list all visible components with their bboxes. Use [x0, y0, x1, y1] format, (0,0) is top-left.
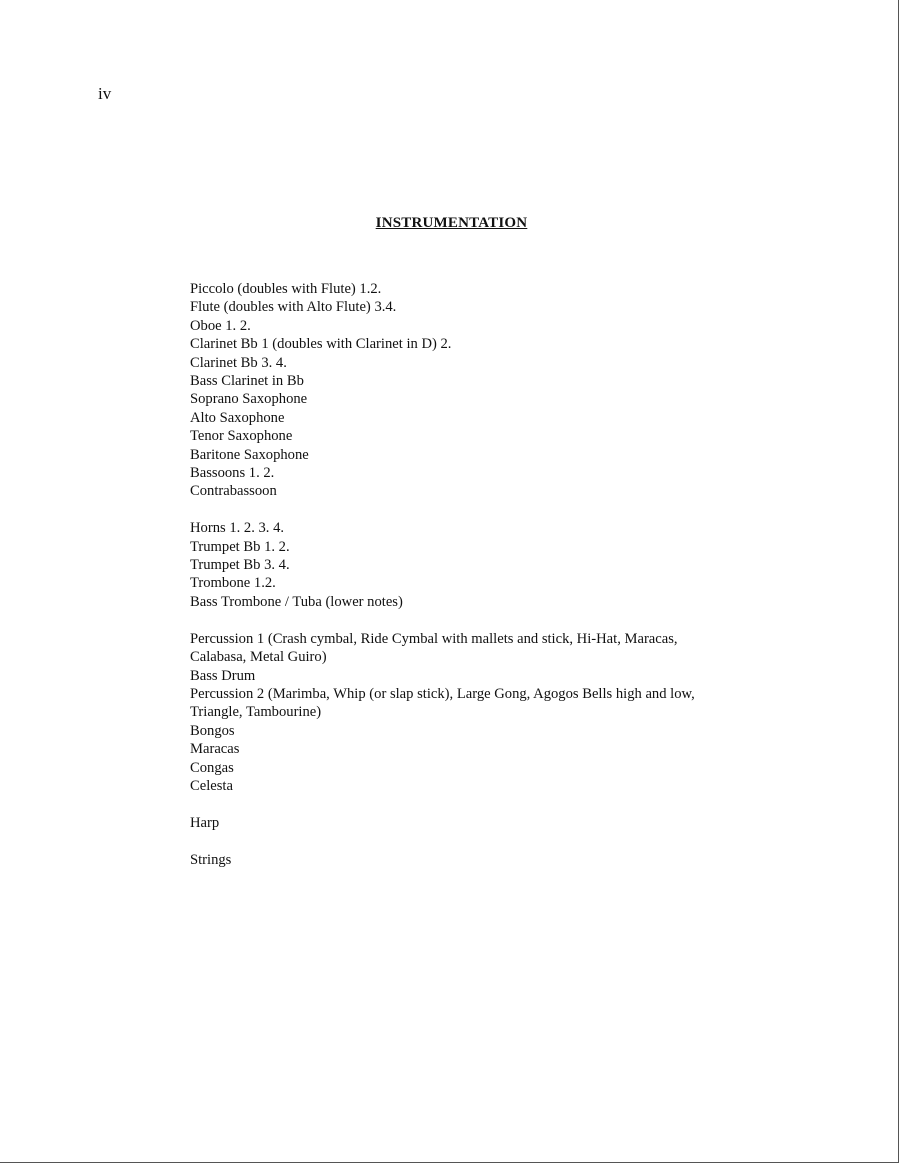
instrument-line: Soprano Saxophone	[190, 391, 308, 408]
brass-group	[190, 519, 790, 611]
strings-group	[190, 851, 790, 869]
instrument-list	[190, 280, 790, 887]
instrument-line: Celesta	[190, 777, 233, 794]
page-number: iv	[98, 84, 112, 103]
instrument-line: Bass Drum	[190, 667, 256, 684]
instrument-line: Clarinet Bb 3. 4.	[190, 354, 287, 371]
instrument-line: Oboe 1. 2.	[190, 317, 251, 334]
instrument-line: Bongos	[190, 722, 235, 739]
woodwinds-group	[190, 280, 790, 501]
harp-group	[190, 814, 790, 832]
instrument-line: Strings	[190, 851, 232, 868]
instrument-line: Bass Trombone / Tuba (lower notes)	[190, 593, 403, 610]
instrument-line: Triangle, Tambourine)	[190, 704, 322, 721]
instrument-line: Horns 1. 2. 3. 4.	[190, 520, 285, 537]
instrument-line: Piccolo (doubles with Flute) 1.2.	[190, 281, 382, 297]
instrument-line: Flute (doubles with Alto Flute) 3.4.	[190, 299, 397, 316]
instrument-line: Percussion 1 (Crash cymbal, Ride Cymbal with mallets and stick, Hi-Hat, Maracas,	[190, 630, 678, 647]
instrument-line: Tenor Saxophone	[190, 428, 293, 445]
instrument-line: Congas	[190, 759, 234, 776]
instrument-line: Harp	[190, 814, 220, 831]
instrument-line: Baritone Saxophone	[190, 446, 309, 463]
instrument-line: Percussion 2 (Marimba, Whip (or slap stick), Large Gong, Agogos Bells high and low,	[190, 685, 695, 702]
instrument-line: Calabasa, Metal Guiro)	[190, 649, 327, 666]
instrument-line: Trombone 1.2.	[190, 575, 276, 592]
instrument-line: Bass Clarinet in Bb	[190, 373, 304, 390]
instrument-line: Maracas	[190, 741, 240, 758]
instrument-line: Trumpet Bb 1. 2.	[190, 538, 290, 555]
instrument-line: Trumpet Bb 3. 4.	[190, 557, 290, 574]
instrument-line: Contrabassoon	[190, 483, 277, 500]
percussion-group	[190, 630, 790, 796]
instrument-line: Alto Saxophone	[190, 409, 285, 426]
page-title: INSTRUMENTATION	[375, 215, 528, 231]
instrument-line: Bassoons 1. 2.	[190, 465, 275, 482]
instrument-line: Clarinet Bb 1 (doubles with Clarinet in D) 2.	[190, 336, 452, 353]
